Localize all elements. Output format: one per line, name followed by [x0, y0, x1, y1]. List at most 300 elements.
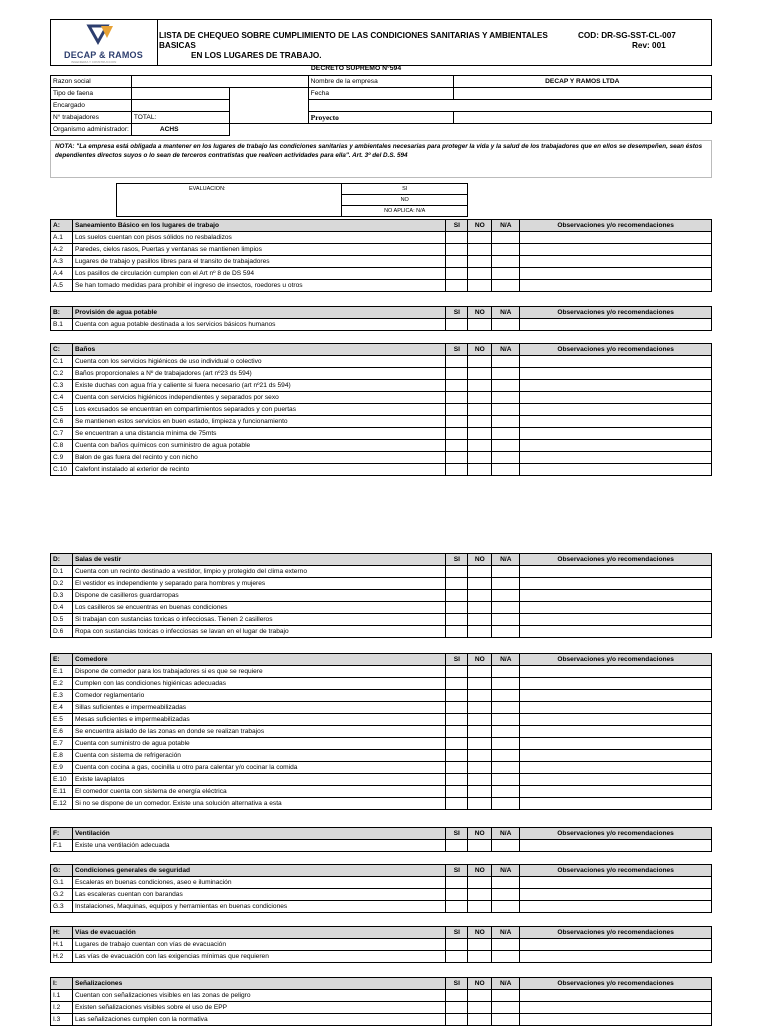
item-na-cell[interactable] [492, 256, 520, 268]
section-d-table [50, 553, 712, 638]
item-na-cell[interactable] [492, 280, 520, 292]
item-observation-cell[interactable] [520, 678, 712, 690]
table-row [51, 416, 712, 428]
item-code: B.1 [51, 319, 73, 331]
item-code: E.8 [51, 750, 73, 762]
item-observation-cell[interactable] [520, 404, 712, 416]
item-text: Cuenta con suministro de agua potable [72, 738, 445, 750]
evaluation-si: SI [342, 184, 468, 195]
section-code: B: [51, 307, 73, 319]
col-obs-header: Observaciones y/o recomendaciones [520, 654, 712, 666]
col-obs-header: Observaciones y/o recomendaciones [520, 344, 712, 356]
item-text: Las vías de evacuación con las exigencias mínimas que requieren [72, 951, 445, 963]
item-no-cell[interactable] [468, 889, 492, 901]
item-no-cell[interactable] [468, 678, 492, 690]
item-no-cell[interactable] [468, 614, 492, 626]
item-na-cell[interactable] [492, 889, 520, 901]
item-si-cell[interactable] [446, 951, 468, 963]
item-observation-cell[interactable] [520, 356, 712, 368]
col-si-header: SI [446, 927, 468, 939]
item-no-cell[interactable] [468, 901, 492, 913]
item-no-cell[interactable] [468, 798, 492, 810]
table-row [51, 901, 712, 913]
table-row [51, 356, 712, 368]
col-obs-header: Observaciones y/o recomendaciones [520, 978, 712, 990]
item-si-cell[interactable] [446, 256, 468, 268]
logo-subtext: INGENIERIA Y CONSTRUCCION [71, 60, 117, 64]
item-observation-cell[interactable] [520, 702, 712, 714]
item-observation-cell[interactable] [520, 939, 712, 951]
item-na-cell[interactable] [492, 626, 520, 638]
tipo-faena-field[interactable] [131, 88, 229, 100]
item-text: Sillas suficientes e impermeabilizadas [72, 702, 445, 714]
col-si-header: SI [446, 220, 468, 232]
item-na-cell[interactable] [492, 578, 520, 590]
item-na-cell[interactable] [492, 951, 520, 963]
item-observation-cell[interactable] [520, 889, 712, 901]
item-text: Los suelos cuentan con pisos sólidos no resbaladizos [72, 232, 445, 244]
table-row [51, 578, 712, 590]
item-text: Si trabajan con sustancias toxicas o infecciosas. Tienen 2 casilleros [72, 614, 445, 626]
item-no-cell[interactable] [468, 392, 492, 404]
item-no-cell[interactable] [468, 428, 492, 440]
item-no-cell[interactable] [468, 368, 492, 380]
item-na-cell[interactable] [492, 738, 520, 750]
info-table [50, 75, 712, 136]
item-na-cell[interactable] [492, 798, 520, 810]
item-observation-cell[interactable] [520, 590, 712, 602]
razon-social-label: Razon social [51, 76, 132, 88]
col-na-header: N/A [492, 554, 520, 566]
col-si-header: SI [446, 978, 468, 990]
item-text: Cuenta con los servicios higiénicos de uso individual o colectivo [72, 356, 445, 368]
item-observation-cell[interactable] [520, 614, 712, 626]
item-observation-cell[interactable] [520, 798, 712, 810]
item-text: Cuentan con señalizaciones visibles en las zonas de peligro [72, 990, 445, 1002]
section-e-table [50, 653, 712, 810]
item-na-cell[interactable] [492, 404, 520, 416]
item-observation-cell[interactable] [520, 951, 712, 963]
col-obs-header: Observaciones y/o recomendaciones [520, 307, 712, 319]
section-header [51, 865, 712, 877]
item-si-cell[interactable] [446, 319, 468, 331]
item-si-cell[interactable] [446, 690, 468, 702]
item-text: Los pasillos de circulación cumplen con el Art nº 8 de DS 594 [72, 268, 445, 280]
item-observation-cell[interactable] [520, 452, 712, 464]
item-na-cell[interactable] [492, 452, 520, 464]
item-text: Baños proporcionales a Nº de trabajadores (art nº23 ds 594) [72, 368, 445, 380]
table-row [51, 464, 712, 476]
fecha-label: Fecha [308, 88, 453, 100]
table-row [51, 889, 712, 901]
section-code: D: [51, 554, 73, 566]
item-code: C.4 [51, 392, 73, 404]
item-observation-cell[interactable] [520, 280, 712, 292]
item-code: C.8 [51, 440, 73, 452]
item-observation-cell[interactable] [520, 901, 712, 913]
item-no-cell[interactable] [468, 452, 492, 464]
item-no-cell[interactable] [468, 566, 492, 578]
item-code: I.1 [51, 990, 73, 1002]
item-code: D.3 [51, 590, 73, 602]
section-header [51, 828, 712, 840]
item-code: C.1 [51, 356, 73, 368]
item-na-cell[interactable] [492, 268, 520, 280]
item-si-cell[interactable] [446, 440, 468, 452]
item-code: F.1 [51, 840, 73, 852]
item-no-cell[interactable] [468, 440, 492, 452]
item-text: Instalaciones, Maquinas, equipos y herramientas en buenas condiciones [72, 901, 445, 913]
section-header [51, 307, 712, 319]
table-row [51, 256, 712, 268]
table-row [51, 590, 712, 602]
logo-text: DECAP & RAMOS [64, 50, 143, 60]
item-na-cell[interactable] [492, 440, 520, 452]
item-text: Las escaleras cuentan con barandas [72, 889, 445, 901]
item-no-cell[interactable] [468, 380, 492, 392]
col-obs-header: Observaciones y/o recomendaciones [520, 865, 712, 877]
item-no-cell[interactable] [468, 690, 492, 702]
item-observation-cell[interactable] [520, 750, 712, 762]
item-no-cell[interactable] [468, 786, 492, 798]
item-na-cell[interactable] [492, 1002, 520, 1014]
item-no-cell[interactable] [468, 840, 492, 852]
table-row [51, 798, 712, 810]
item-si-cell[interactable] [446, 714, 468, 726]
item-no-cell[interactable] [468, 590, 492, 602]
item-text: Cuenta con agua potable destinada a los servicios básicos humanos [72, 319, 445, 331]
item-si-cell[interactable] [446, 280, 468, 292]
item-si-cell[interactable] [446, 774, 468, 786]
table-row [51, 268, 712, 280]
total-label: TOTAL: [131, 112, 229, 124]
item-si-cell[interactable] [446, 786, 468, 798]
item-observation-cell[interactable] [520, 738, 712, 750]
item-si-cell[interactable] [446, 678, 468, 690]
item-observation-cell[interactable] [520, 726, 712, 738]
item-no-cell[interactable] [468, 416, 492, 428]
document-header [50, 19, 712, 66]
item-na-cell[interactable] [492, 232, 520, 244]
item-si-cell[interactable] [446, 590, 468, 602]
col-si-header: SI [446, 344, 468, 356]
item-code: A.1 [51, 232, 73, 244]
item-no-cell[interactable] [468, 244, 492, 256]
item-code: D.6 [51, 626, 73, 638]
document-title: LISTA DE CHEQUEO SOBRE CUMPLIMIENTO DE LAS CONDICIONES SANITARIAS Y AMBIENTALES BASICAS EN LOS LUGARES DE TRABAJO. [159, 31, 548, 60]
table-row [51, 939, 712, 951]
item-observation-cell[interactable] [520, 626, 712, 638]
item-si-cell[interactable] [446, 666, 468, 678]
item-text: Calefont instalado al exterior de recinto [72, 464, 445, 476]
item-no-cell[interactable] [468, 702, 492, 714]
item-text: Si no se dispone de un comedor. Existe una solución alternativa a esta [72, 798, 445, 810]
table-row [51, 404, 712, 416]
item-si-cell[interactable] [446, 356, 468, 368]
section-a-table [50, 219, 712, 292]
section-g-table [50, 864, 712, 913]
item-code: C.7 [51, 428, 73, 440]
item-si-cell[interactable] [446, 416, 468, 428]
item-si-cell[interactable] [446, 798, 468, 810]
item-text: Balon de gas fuera del recinto y con nicho [72, 452, 445, 464]
item-na-cell[interactable] [492, 602, 520, 614]
item-na-cell[interactable] [492, 990, 520, 1002]
table-row [51, 840, 712, 852]
item-observation-cell[interactable] [520, 440, 712, 452]
item-no-cell[interactable] [468, 256, 492, 268]
item-si-cell[interactable] [446, 901, 468, 913]
item-text: Se han tomado medidas para prohibir el ingreso de insectos, roedores u otros [72, 280, 445, 292]
item-observation-cell[interactable] [520, 877, 712, 889]
item-si-cell[interactable] [446, 464, 468, 476]
item-no-cell[interactable] [468, 774, 492, 786]
item-no-cell[interactable] [468, 951, 492, 963]
item-no-cell[interactable] [468, 877, 492, 889]
table-row [51, 726, 712, 738]
item-no-cell[interactable] [468, 578, 492, 590]
item-si-cell[interactable] [446, 380, 468, 392]
item-observation-cell[interactable] [520, 602, 712, 614]
section-header [51, 344, 712, 356]
item-si-cell[interactable] [446, 268, 468, 280]
item-si-cell[interactable] [446, 232, 468, 244]
item-text: Existe una ventilación adecuada [72, 840, 445, 852]
item-no-cell[interactable] [468, 750, 492, 762]
item-code: A.2 [51, 244, 73, 256]
col-obs-header: Observaciones y/o recomendaciones [520, 220, 712, 232]
item-na-cell[interactable] [492, 786, 520, 798]
item-si-cell[interactable] [446, 404, 468, 416]
item-observation-cell[interactable] [520, 232, 712, 244]
item-si-cell[interactable] [446, 452, 468, 464]
item-no-cell[interactable] [468, 280, 492, 292]
item-code: G.3 [51, 901, 73, 913]
item-si-cell[interactable] [446, 244, 468, 256]
col-no-header: NO [468, 307, 492, 319]
item-observation-cell[interactable] [520, 1002, 712, 1014]
item-observation-cell[interactable] [520, 368, 712, 380]
item-observation-cell[interactable] [520, 666, 712, 678]
col-na-header: N/A [492, 307, 520, 319]
item-si-cell[interactable] [446, 1002, 468, 1014]
table-row [51, 368, 712, 380]
item-text: Mesas suficientes e impermeabilizadas [72, 714, 445, 726]
item-na-cell[interactable] [492, 840, 520, 852]
table-row [51, 714, 712, 726]
section-code: H: [51, 927, 73, 939]
item-observation-cell[interactable] [520, 464, 712, 476]
item-observation-cell[interactable] [520, 256, 712, 268]
col-si-header: SI [446, 307, 468, 319]
col-no-header: NO [468, 927, 492, 939]
section-code: I: [51, 978, 73, 990]
item-code: E.11 [51, 786, 73, 798]
item-code: A.4 [51, 268, 73, 280]
item-si-cell[interactable] [446, 750, 468, 762]
item-no-cell[interactable] [468, 319, 492, 331]
item-si-cell[interactable] [446, 889, 468, 901]
table-row [51, 990, 712, 1002]
item-na-cell[interactable] [492, 428, 520, 440]
item-observation-cell[interactable] [520, 392, 712, 404]
item-si-cell[interactable] [446, 939, 468, 951]
item-no-cell[interactable] [468, 602, 492, 614]
item-si-cell[interactable] [446, 702, 468, 714]
item-observation-cell[interactable] [520, 990, 712, 1002]
item-text: Escaleras en buenas condiciones, aseo e iluminación [72, 877, 445, 889]
evaluation-no: NO [342, 195, 468, 206]
item-si-cell[interactable] [446, 392, 468, 404]
item-no-cell[interactable] [468, 939, 492, 951]
item-si-cell[interactable] [446, 368, 468, 380]
item-no-cell[interactable] [468, 738, 492, 750]
item-na-cell[interactable] [492, 416, 520, 428]
item-text: Existe duchas con agua fría y caliente si fuera necesario (art nº21 ds 594) [72, 380, 445, 392]
item-na-cell[interactable] [492, 726, 520, 738]
encargado-field[interactable] [131, 100, 229, 112]
item-text: Se encuentra aislado de las zonas en donde se realizan trabajos [72, 726, 445, 738]
item-na-cell[interactable] [492, 690, 520, 702]
col-na-header: N/A [492, 654, 520, 666]
item-si-cell[interactable] [446, 840, 468, 852]
section-code: G: [51, 865, 73, 877]
item-na-cell[interactable] [492, 750, 520, 762]
item-observation-cell[interactable] [520, 786, 712, 798]
item-na-cell[interactable] [492, 666, 520, 678]
item-no-cell[interactable] [468, 464, 492, 476]
item-observation-cell[interactable] [520, 380, 712, 392]
item-observation-cell[interactable] [520, 268, 712, 280]
item-text: Existen señalizaciones visibles sobre el uso de EPP [72, 1002, 445, 1014]
item-si-cell[interactable] [446, 762, 468, 774]
item-text: Cuenta con servicios higiénicos independientes y separados por sexo [72, 392, 445, 404]
item-na-cell[interactable] [492, 590, 520, 602]
item-observation-cell[interactable] [520, 774, 712, 786]
item-no-cell[interactable] [468, 1002, 492, 1014]
item-no-cell[interactable] [468, 268, 492, 280]
item-no-cell[interactable] [468, 356, 492, 368]
razon-social-field[interactable] [131, 76, 308, 88]
item-text: Los excusados se encuentran en compartimientos separados y con puertas [72, 404, 445, 416]
item-observation-cell[interactable] [520, 566, 712, 578]
section-header [51, 220, 712, 232]
item-code: E.9 [51, 762, 73, 774]
item-na-cell[interactable] [492, 566, 520, 578]
item-si-cell[interactable] [446, 614, 468, 626]
item-observation-cell[interactable] [520, 428, 712, 440]
item-observation-cell[interactable] [520, 690, 712, 702]
section-header [51, 978, 712, 990]
item-observation-cell[interactable] [520, 840, 712, 852]
item-na-cell[interactable] [492, 380, 520, 392]
item-si-cell[interactable] [446, 877, 468, 889]
item-observation-cell[interactable] [520, 319, 712, 331]
item-code: E.4 [51, 702, 73, 714]
item-si-cell[interactable] [446, 726, 468, 738]
item-observation-cell[interactable] [520, 244, 712, 256]
proyecto-field[interactable] [453, 112, 711, 124]
document-code: COD: DR-SG-SST-CL-007 Rev: 001 [578, 31, 676, 50]
item-observation-cell[interactable] [520, 416, 712, 428]
col-na-header: N/A [492, 220, 520, 232]
section-i-table [50, 977, 712, 1026]
item-no-cell[interactable] [468, 990, 492, 1002]
item-si-cell[interactable] [446, 738, 468, 750]
item-si-cell[interactable] [446, 602, 468, 614]
item-na-cell[interactable] [492, 762, 520, 774]
table-row [51, 738, 712, 750]
item-na-cell[interactable] [492, 702, 520, 714]
fecha-field[interactable] [453, 88, 711, 100]
item-no-cell[interactable] [468, 762, 492, 774]
col-na-header: N/A [492, 344, 520, 356]
table-row [51, 380, 712, 392]
item-na-cell[interactable] [492, 392, 520, 404]
table-row [51, 750, 712, 762]
item-text: Lugares de trabajo cuentan con vías de evacuación [72, 939, 445, 951]
item-no-cell[interactable] [468, 232, 492, 244]
section-code: E: [51, 654, 73, 666]
item-no-cell[interactable] [468, 626, 492, 638]
item-na-cell[interactable] [492, 774, 520, 786]
col-na-header: N/A [492, 927, 520, 939]
item-text: Cuenta con un recinto destinado a vestidor, limpio y protegido del clima externo [72, 566, 445, 578]
item-na-cell[interactable] [492, 464, 520, 476]
section-code: F: [51, 828, 73, 840]
item-code: E.6 [51, 726, 73, 738]
item-si-cell[interactable] [446, 578, 468, 590]
item-no-cell[interactable] [468, 666, 492, 678]
col-obs-header: Observaciones y/o recomendaciones [520, 927, 712, 939]
item-no-cell[interactable] [468, 404, 492, 416]
table-row [51, 319, 712, 331]
item-na-cell[interactable] [492, 678, 520, 690]
item-text: Cuenta con sistema de refrigeración [72, 750, 445, 762]
item-text: El comedor cuenta con sistema de energía eléctrica [72, 786, 445, 798]
item-na-cell[interactable] [492, 714, 520, 726]
item-code: E.2 [51, 678, 73, 690]
item-na-cell[interactable] [492, 901, 520, 913]
item-na-cell[interactable] [492, 614, 520, 626]
item-si-cell[interactable] [446, 566, 468, 578]
item-na-cell[interactable] [492, 356, 520, 368]
item-no-cell[interactable] [468, 714, 492, 726]
table-row [51, 877, 712, 889]
section-title: Provisión de agua potable [72, 307, 445, 319]
item-code: I.3 [51, 1014, 73, 1026]
section-code: A: [51, 220, 73, 232]
item-na-cell[interactable] [492, 319, 520, 331]
item-na-cell[interactable] [492, 244, 520, 256]
col-na-header: N/A [492, 828, 520, 840]
item-na-cell[interactable] [492, 939, 520, 951]
item-observation-cell[interactable] [520, 578, 712, 590]
item-na-cell[interactable] [492, 368, 520, 380]
item-na-cell[interactable] [492, 877, 520, 889]
item-si-cell[interactable] [446, 428, 468, 440]
item-observation-cell[interactable] [520, 714, 712, 726]
table-row [51, 392, 712, 404]
item-si-cell[interactable] [446, 990, 468, 1002]
table-row [51, 626, 712, 638]
item-code: A.3 [51, 256, 73, 268]
item-no-cell[interactable] [468, 726, 492, 738]
col-obs-header: Observaciones y/o recomendaciones [520, 828, 712, 840]
item-text: El vestidor es independiente y separado para hombres y mujeres [72, 578, 445, 590]
item-si-cell[interactable] [446, 626, 468, 638]
item-observation-cell[interactable] [520, 762, 712, 774]
